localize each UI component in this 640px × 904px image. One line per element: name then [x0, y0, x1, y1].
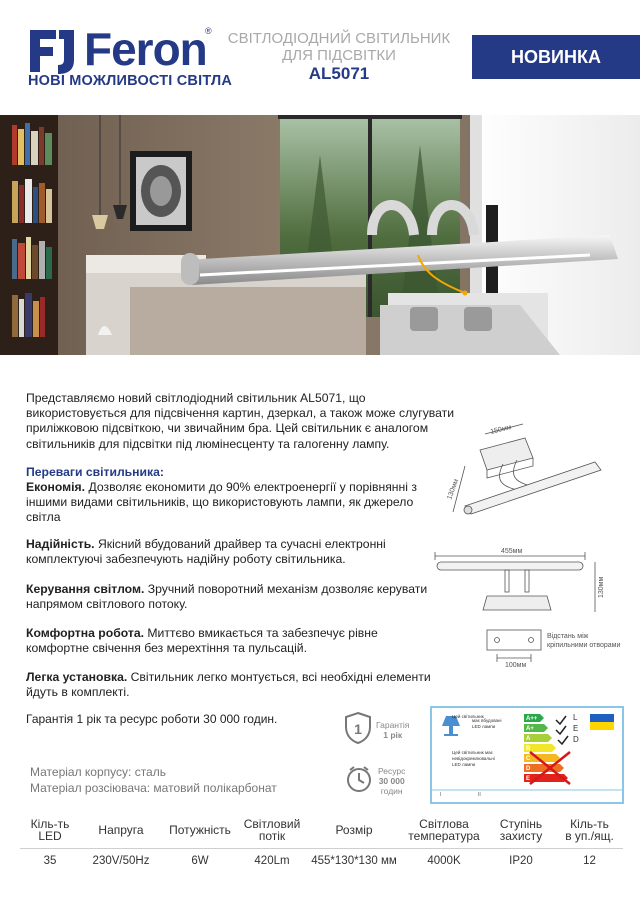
advantage-title: Керування світлом.: [26, 582, 145, 596]
new-badge: НОВИНКА: [472, 35, 640, 79]
warranty-label-line1: Гарантія: [376, 720, 410, 730]
ukraine-flag-icon: [590, 714, 614, 722]
mount-note-2: кріпильними отворами: [547, 642, 621, 649]
energy-mid-1: Цей світильник має: [452, 750, 493, 755]
advantage-comfort: [26, 626, 436, 656]
advantage-title: Надійність.: [26, 537, 95, 551]
registered-mark: ®: [205, 26, 212, 36]
energy-class-app: A++: [526, 716, 538, 722]
warranty-badge: [343, 711, 373, 750]
advantage-easy-install: [26, 670, 436, 700]
resource-label-line1: Ресурс: [378, 766, 406, 776]
brand-name: Feron: [84, 23, 207, 75]
product-title: [222, 30, 456, 82]
col-color-temp: Світлова температура: [408, 817, 480, 843]
col-luminous-flux: Світловий потік: [243, 817, 301, 843]
warranty-label-line2: 1 рік: [383, 730, 403, 740]
cell-luminous-flux: 420Lm: [254, 855, 290, 867]
cell-voltage: 230V/50Hz: [92, 855, 150, 867]
advantage-title: Легка установка.: [26, 670, 128, 684]
dim-130-front: 130мм: [598, 576, 605, 598]
advantage-light-control: [26, 582, 436, 612]
resource-badge: [344, 764, 374, 799]
guarantee-text: Гарантія 1 рік та ресурс роботи 30 000 годин.: [26, 712, 278, 726]
intro-paragraph: Представляємо новий світлодіодний світильник AL5071, що використовується для підсвічення картин, дзеркал, а також може слугувати приліжковою підсвіткою, чи звичайним бра. Цей світильник є аналогом світильників для підсвітки під люмінесценту та галогенну лампу.: [26, 391, 455, 451]
resource-label-line3: годин: [380, 786, 403, 796]
energy-class-d: D: [526, 766, 531, 772]
resource-label: [378, 766, 405, 796]
material-body: Матеріал корпусу: сталь: [30, 765, 166, 779]
cell-size: 455*130*130 мм: [311, 855, 397, 867]
advantage-text: Якісний вбудований драйвер та сучасні електронні комплектуючі забезпечують надійну роботу світильника.: [26, 537, 386, 567]
energy-led-letters: L E D: [573, 713, 579, 744]
energy-foot-1: I: [440, 792, 442, 798]
col-power: Потужність: [169, 823, 231, 837]
dim-150: 150мм: [489, 423, 513, 436]
spec-table-header: [20, 816, 623, 849]
col-voltage: Напруга: [98, 823, 144, 837]
advantages-heading: Переваги світильника:: [26, 465, 164, 479]
technical-drawing: [425, 420, 640, 670]
cell-protection: IP20: [509, 855, 533, 867]
title-line-2: ДЛЯ ПІДСВІТКИ: [282, 47, 396, 64]
dim-100: 100мм: [505, 662, 527, 669]
dim-130-iso: 130мм: [446, 478, 461, 501]
advantage-economy: [26, 480, 436, 526]
energy-label: [430, 706, 624, 804]
advantage-text: Миттєво вмикається та забезпечує рівне комфортне свічення без мерехтіння та пульсацій.: [26, 626, 378, 656]
advantage-reliability: [26, 537, 436, 567]
hero-photo: [0, 115, 640, 355]
col-size: Розмір: [335, 823, 373, 837]
dim-455: 455мм: [501, 548, 523, 555]
energy-top-1: Цей світильник: [452, 714, 484, 719]
feron-logo-icon: [26, 26, 78, 76]
col-led-count: Кіль-ть LED: [30, 817, 70, 843]
brand-slogan: НОВІ МОЖЛИВОСТІ СВІТЛА: [28, 73, 233, 89]
title-line-1: СВІТЛОДІОДНИЙ СВІТИЛЬНИК: [227, 30, 451, 47]
spec-table: [20, 816, 623, 867]
mount-note-1: Відстань між: [547, 633, 589, 640]
energy-label-graphic: [432, 708, 622, 802]
resource-label-line2: 30 000: [378, 776, 405, 786]
spec-table-row: [20, 849, 623, 867]
shield-icon: [343, 711, 373, 745]
energy-class-bars: [524, 714, 570, 784]
advantage-text: Дозволяє економити до 90% електроенергії у порівнянні з іншими видами світильників, що використовують лампи, як джерело світла: [26, 480, 417, 525]
energy-class-ap: A+: [526, 726, 534, 732]
energy-top-2: має вбудовані: [472, 718, 502, 723]
col-pack-qty: Кіль-ть в уп./ящ.: [565, 817, 614, 843]
energy-class-c: C: [526, 756, 531, 762]
advantage-title: Комфортна робота.: [26, 626, 144, 640]
advantage-title: Економія.: [26, 480, 86, 494]
bedroom-illustration: [0, 115, 640, 355]
clock-icon: [344, 764, 374, 794]
advantage-text: Світильник легко монтується, всі необхідні елементи йдуть в комплекті.: [26, 670, 431, 700]
svg-text:1: 1: [354, 721, 362, 737]
cell-color-temp: 4000K: [427, 855, 461, 867]
cell-power: 6W: [191, 855, 209, 867]
warranty-label: [376, 720, 409, 740]
model-name: AL5071: [308, 64, 370, 83]
col-protection: Ступінь захисту: [499, 817, 543, 843]
energy-class-e: E: [526, 776, 531, 782]
energy-mid-3: LED лампи: [452, 762, 476, 767]
energy-foot-2: II: [478, 792, 481, 798]
advantage-text: Зручний поворотний механізм дозволяє керувати напрямом світлового потоку.: [26, 582, 428, 612]
check-icon: [556, 726, 566, 734]
cell-pack-qty: 12: [583, 855, 596, 867]
cell-led-count: 35: [43, 855, 57, 867]
energy-class-a: A: [526, 736, 531, 742]
check-icon: [558, 736, 568, 744]
energy-top-3: LED лампи: [472, 724, 496, 729]
energy-class-b: B: [526, 746, 531, 752]
energy-mid-2: невідокремлювальні: [452, 756, 495, 761]
material-diffuser: Матеріал розсіювача: матовий полікарбонат: [30, 781, 277, 795]
check-icon: [556, 716, 566, 724]
